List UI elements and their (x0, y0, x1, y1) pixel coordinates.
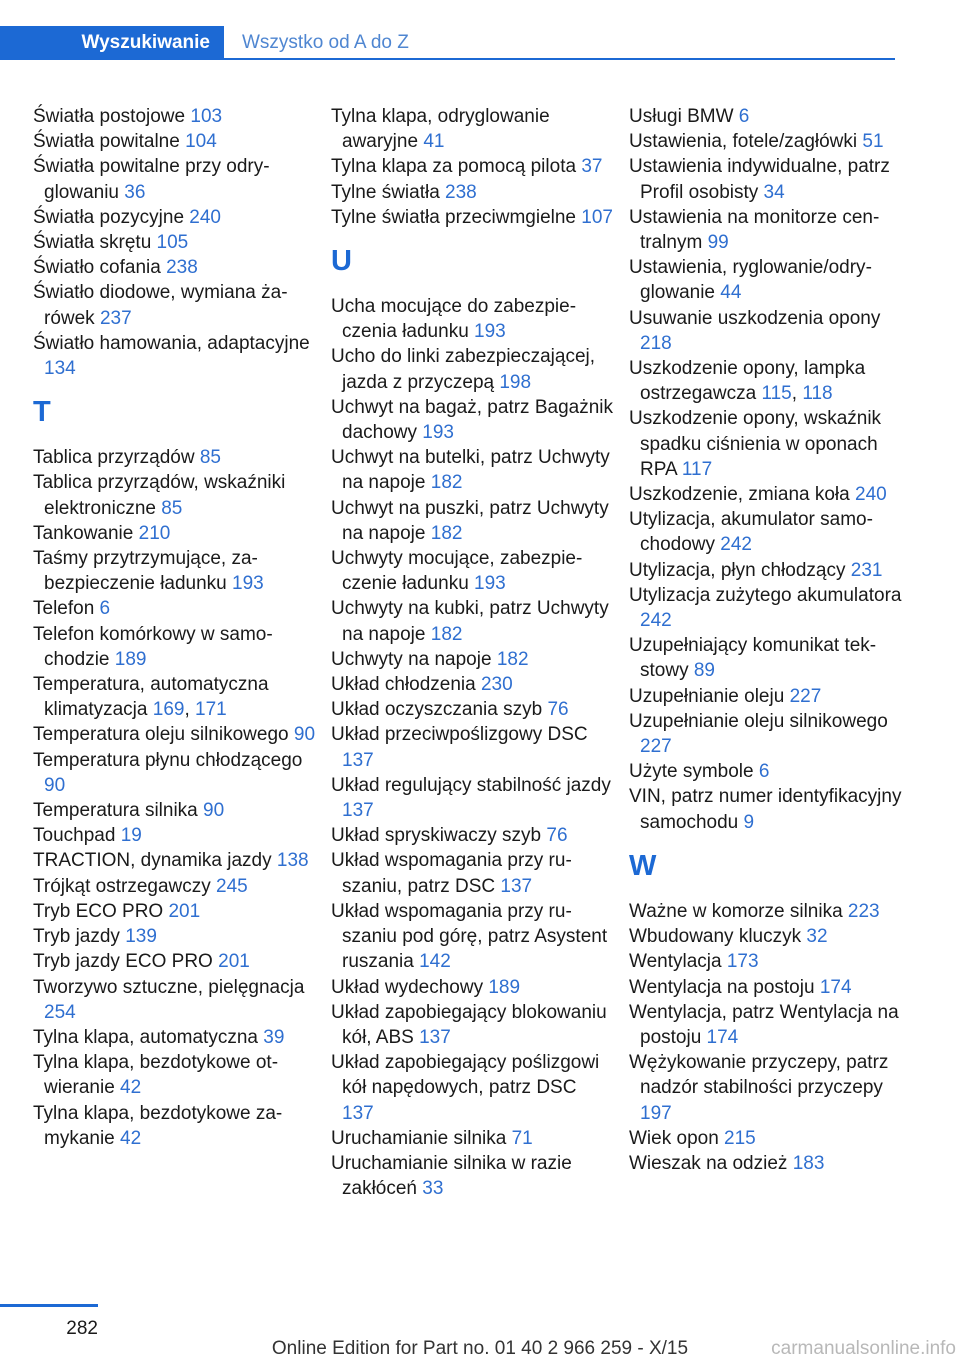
page-link[interactable]: 138 (276, 850, 309, 872)
index-term: Uchwyt na bagaż, patrz Bagażnik dachowy (331, 396, 613, 444)
page-link[interactable]: 254 (44, 1001, 76, 1023)
page-link[interactable]: 238 (166, 257, 198, 279)
index-entry (629, 482, 911, 507)
page-link[interactable]: 115 (761, 383, 792, 405)
index-term: Utylizacja, akumulator samochodowy (629, 509, 873, 556)
index-term: Układ zapobiegający poślizgowi kół napędowych, patrz DSC (331, 1052, 600, 1099)
page-link[interactable]: 36 (124, 181, 146, 203)
index-term: Uszkodzenie opony, lampka ostrzegawcza (629, 358, 866, 405)
index-entry (629, 633, 911, 683)
index-entry (629, 129, 911, 154)
index-entry (331, 1126, 613, 1151)
index-entry (33, 129, 315, 154)
index-entry (331, 154, 613, 179)
index-term: Uchwyty na kubki, patrz Uchwyty na napoje (331, 598, 609, 645)
index-term: Światło cofania (33, 257, 167, 279)
index-entry (629, 709, 911, 759)
index-term: Układ chłodzenia (331, 674, 481, 696)
index-term: Ustawienia, ryglowanie/odryglowanie (629, 257, 872, 304)
page-link[interactable]: 182 (430, 623, 463, 645)
section-letter: U (331, 245, 352, 278)
index-term: Układ przeciwpoślizgowy DSC (331, 724, 588, 746)
index-term: Ucho do linki zabezpieczającej, jazda z przyczepą (331, 346, 596, 393)
index-term: Touchpad (33, 825, 121, 847)
index-term: Uchwyt na puszki, patrz Uchwyty na napoje (331, 497, 609, 544)
index-term: Światła pozycyjne (33, 206, 190, 228)
page-link[interactable]: 85 (199, 447, 221, 469)
page-link[interactable]: 105 (156, 232, 189, 254)
index-term: Tablica przyrządów (33, 447, 200, 469)
index-entry (629, 356, 911, 406)
index-term: Tworzywo sztuczne, pielęgnacja (33, 976, 305, 998)
index-term: Tylna klapa za pomocą pilota (331, 156, 582, 178)
index-entry (33, 949, 315, 974)
index-term: Układ regulujący stabilność jazdy (331, 774, 611, 796)
index-term: Tryb ECO PRO (33, 900, 169, 922)
index-entry (331, 1050, 613, 1126)
index-entry (331, 697, 613, 722)
page-link[interactable]: 173 (726, 951, 759, 973)
page-link[interactable]: 107 (581, 206, 613, 228)
page-link[interactable]: 134 (44, 358, 76, 380)
index-term: Temperatura silnika (33, 800, 204, 822)
index-entry (331, 496, 613, 546)
index-entry (331, 344, 613, 394)
index-term: Tankowanie (33, 522, 139, 544)
page-link[interactable]: 193 (474, 321, 506, 343)
page-link[interactable]: 174 (819, 976, 852, 998)
index-term: Światło hamowania, adaptacyjne (33, 332, 310, 354)
index-term: Temperatura, automatyczna klimatyzacja (33, 674, 269, 721)
index-term: Uzupełnianie oleju silnikowego (629, 710, 888, 732)
index-term: Tylne światła przeciwmgielne (331, 206, 582, 228)
index-term: Wentylacja na postoju (629, 976, 820, 998)
header-bar (0, 26, 895, 60)
index-entry (33, 848, 315, 873)
index-term: Uszkodzenie opony, wskaźnik spadku ciśnienia w oponach RPA (629, 408, 882, 480)
page-link[interactable]: 90 (293, 724, 316, 746)
index-entry (33, 331, 315, 381)
index-term: Światła postojowe (33, 106, 191, 127)
page-link[interactable]: 182 (430, 472, 463, 494)
index-entry (629, 1126, 911, 1151)
index-entry (331, 180, 613, 205)
index-term: Uchwyty mocujące, zabezpieczenie ładunku (331, 548, 583, 595)
page-link[interactable]: 32 (806, 926, 828, 948)
index-entry (331, 205, 613, 230)
index-term: Temperatura oleju silnikowego (33, 724, 294, 746)
index-entry (33, 798, 315, 823)
index-entry (331, 445, 613, 495)
index-column-1 (33, 104, 315, 1151)
index-term: Trójkąt ostrzegawczy (33, 875, 217, 897)
page-link[interactable]: 183 (792, 1152, 825, 1174)
index-term: Utylizacja zużytego akumulatora (629, 584, 902, 606)
index-term: Tylna klapa, automatyczna (33, 1026, 264, 1048)
index-entry (629, 1151, 911, 1176)
index-term: Uruchamianie silnika (331, 1127, 512, 1149)
section-letter: T (33, 396, 51, 429)
index-entry (331, 647, 613, 672)
index-term: Uszkodzenie, zmiana koła (629, 484, 855, 506)
page-link[interactable]: 99 (707, 232, 729, 254)
index-entry (331, 848, 613, 898)
index-entry (33, 1101, 315, 1151)
page-link[interactable]: 227 (789, 685, 822, 707)
index-entry (331, 722, 613, 772)
index-entry (33, 748, 315, 798)
page-link[interactable]: 242 (640, 610, 672, 632)
page-link[interactable]: 42 (120, 1127, 142, 1149)
page-link[interactable]: 34 (763, 181, 785, 203)
index-entry (629, 255, 911, 305)
index-term: Tylna klapa, bezdotykowe otwieranie (33, 1052, 279, 1099)
index-entry (33, 899, 315, 924)
page-link[interactable]: 37 (581, 156, 603, 178)
index-term: Wiek opon (629, 1127, 725, 1149)
index-entry (33, 874, 315, 899)
index-entry (629, 205, 911, 255)
page-link[interactable]: 76 (546, 825, 568, 847)
index-entry (331, 546, 613, 596)
page-link[interactable]: 137 (342, 800, 374, 822)
page-link[interactable]: 238 (445, 181, 477, 203)
index-term: Wbudowany kluczyk (629, 926, 807, 948)
index-entry (33, 230, 315, 255)
index-term: Tylne światła (331, 181, 446, 203)
index-term: Uzupełniający komunikat tekstowy (629, 635, 877, 682)
index-entry (331, 672, 613, 697)
index-entry (629, 684, 911, 709)
page-link[interactable]: 223 (847, 900, 880, 922)
index-term: Telefon komórkowy w samochodzie (33, 623, 273, 670)
page-link[interactable]: 189 (114, 648, 147, 670)
index-entry (629, 899, 911, 924)
index-entry (629, 306, 911, 356)
index-term: Tablica przyrządów, wskaźniki elektroniczne (33, 472, 286, 519)
page-link[interactable]: 76 (547, 699, 569, 721)
index-term: Ustawienia na monitorze centralnym (629, 206, 880, 254)
page-link[interactable]: 174 (706, 1026, 739, 1048)
index-entry (33, 521, 315, 546)
tab-search[interactable]: Wyszukiwanie (0, 26, 224, 60)
index-entry (331, 975, 613, 1000)
page-link[interactable]: 139 (125, 926, 157, 948)
index-term: Układ wydechowy (331, 976, 489, 998)
index-entry (331, 395, 613, 445)
index-term: Wieszak na odzież (629, 1152, 793, 1174)
page-link[interactable]: 6 (758, 761, 770, 783)
index-entry (33, 445, 315, 470)
index-term: Użyte symbole (629, 761, 759, 783)
index-entry (629, 1000, 911, 1050)
index-entry (33, 596, 315, 621)
index-entry (629, 949, 911, 974)
page-link[interactable]: 90 (203, 800, 225, 822)
page-link[interactable]: 193 (232, 573, 264, 595)
page-link[interactable]: 42 (120, 1077, 142, 1099)
index-entry (629, 784, 911, 834)
index-term: Układ zapobiegający blokowaniu kół, ABS (331, 1001, 607, 1048)
page-separator: , (791, 383, 803, 405)
page-link[interactable]: 103 (190, 106, 223, 127)
index-term: Tylna klapa, bezdotykowe zamykanie (33, 1102, 283, 1149)
page-link[interactable]: 230 (480, 674, 513, 696)
page-link[interactable]: 104 (185, 131, 217, 153)
index-entry (33, 546, 315, 596)
index-entry (33, 672, 315, 722)
page-link[interactable]: 245 (216, 875, 248, 897)
index-term: Tryb jazdy ECO PRO (33, 951, 219, 973)
page-link[interactable]: 9 (743, 811, 755, 833)
page-link[interactable]: 182 (496, 648, 529, 670)
index-entry (629, 583, 911, 633)
index-term: Światło diodowe, wymiana żarówek (33, 282, 288, 329)
section-letter: W (629, 849, 657, 882)
index-entry (33, 104, 315, 129)
index-term: Układ wspomagania przy ruszaniu, patrz DSC (331, 850, 572, 897)
index-term: Układ spryskiwaczy szyb (331, 825, 547, 847)
page-separator: , (184, 699, 196, 721)
page-link[interactable]: 169 (152, 699, 185, 721)
index-term: Uchwyt na butelki, patrz Uchwyty na napoje (331, 447, 610, 494)
page-link[interactable]: 201 (168, 900, 201, 922)
page-link[interactable]: 6 (738, 106, 750, 127)
page-link[interactable]: 210 (138, 522, 171, 544)
page-link[interactable]: 218 (640, 332, 672, 354)
page-link[interactable]: 240 (189, 206, 221, 228)
index-entry (33, 924, 315, 949)
index-term: Wentylacja, patrz Wentylacja na postoju (629, 1001, 899, 1048)
page-link[interactable]: 90 (44, 774, 66, 796)
index-entry (629, 154, 911, 204)
index-entry (331, 899, 613, 975)
page-link[interactable]: 118 (802, 383, 833, 405)
index-term: Usługi BMW (629, 106, 739, 127)
page-link[interactable]: 198 (499, 371, 532, 393)
page-link[interactable]: 44 (720, 282, 742, 304)
page-link[interactable]: 137 (342, 1102, 374, 1124)
index-term: Ważne w komorze silnika (629, 900, 848, 922)
index-term: Uruchamianie silnika w razie zakłóceń (331, 1152, 572, 1200)
page-link[interactable]: 237 (99, 307, 132, 329)
index-term: Światła skrętu (33, 232, 157, 254)
index-entry (331, 773, 613, 823)
index-entry (629, 507, 911, 557)
index-term: Układ oczyszczania szyb (331, 699, 548, 721)
page-link[interactable]: 51 (862, 131, 884, 153)
page-number-bar (0, 1304, 98, 1307)
index-column-3 (629, 104, 911, 1176)
index-column-2 (331, 104, 613, 1201)
index-term: Ustawienia, fotele/​zagłówki (629, 131, 863, 153)
page-link[interactable]: 215 (724, 1127, 756, 1149)
page-link[interactable]: 39 (263, 1026, 285, 1048)
index-term: Utylizacja, płyn chłodzący (629, 559, 851, 581)
index-term: Układ wspomagania przy ruszaniu pod górę, patrz Asystent ruszania (331, 900, 608, 973)
page-number: 282 (66, 1318, 98, 1339)
index-entry (629, 406, 911, 482)
index-entry (33, 622, 315, 672)
index-term: Uchwyty na napoje (331, 648, 497, 670)
index-term: Tylna klapa, odryglowanie awaryjne (331, 106, 550, 153)
index-entry (33, 1025, 315, 1050)
page-link[interactable]: 231 (850, 559, 883, 581)
page-link[interactable]: 201 (218, 951, 250, 973)
edition-footer: Online Edition for Part no. 01 40 2 966 259 - X/15 (271, 1338, 689, 1359)
index-term: TRACTION, dynamika jazdy (33, 850, 277, 872)
page-link[interactable]: 137 (342, 749, 374, 771)
page-link[interactable]: 242 (720, 534, 752, 556)
index-entry (33, 823, 315, 848)
index-term: Uzupełnianie oleju (629, 685, 790, 707)
index-entry (629, 104, 911, 129)
index-entry (33, 205, 315, 230)
page-link[interactable]: 189 (488, 976, 521, 998)
index-term: Wentylacja (629, 951, 727, 973)
page-link[interactable]: 137 (500, 875, 533, 897)
page-link[interactable]: 240 (855, 484, 887, 506)
index-entry (331, 596, 613, 646)
page-link[interactable]: 6 (99, 598, 111, 620)
index-entry (629, 558, 911, 583)
page-link[interactable]: 137 (419, 1026, 451, 1048)
page-link[interactable]: 117 (681, 458, 713, 480)
index-entry (33, 722, 315, 747)
index-entry (33, 154, 315, 204)
page-link[interactable]: 182 (430, 522, 463, 544)
index-entry (331, 1151, 613, 1201)
page-link[interactable]: 193 (422, 422, 454, 444)
index-term: Wężykowanie przyczepy, patrz nadzór stabilności przyczepy (629, 1052, 889, 1099)
index-term: Telefon (33, 598, 100, 620)
tab-a-to-z[interactable]: Wszystko od A do Z (242, 32, 409, 53)
index-entry (331, 294, 613, 344)
index-entry (629, 1050, 911, 1126)
index-entry (33, 1050, 315, 1100)
watermark: carmanualsonline.info (771, 1338, 956, 1359)
index-entry (33, 255, 315, 280)
page-link[interactable]: 227 (640, 736, 672, 758)
index-term: Ustawienia indywidualne, patrz Profil osobisty (629, 156, 890, 203)
index-term: Światła powitalne (33, 131, 186, 153)
index-term: VIN, patrz numer identyfikacyjny samochodu (629, 786, 902, 833)
index-term: Usuwanie uszkodzenia opony (629, 307, 881, 329)
page-link[interactable]: 41 (423, 131, 445, 153)
index-term: Taśmy przytrzymujące, zabezpieczenie ładunku (33, 548, 258, 595)
index-term: Światła powitalne przy odryglowaniu (33, 156, 270, 203)
page-link[interactable]: 197 (640, 1102, 672, 1124)
index-entry (33, 470, 315, 520)
index-entry (331, 823, 613, 848)
page-link[interactable]: 71 (511, 1127, 533, 1149)
index-term: Temperatura płynu chłodzącego (33, 749, 303, 771)
index-entry (33, 975, 315, 1025)
page-link[interactable]: 19 (120, 825, 142, 847)
index-entry (331, 1000, 613, 1050)
page-link[interactable]: 89 (693, 660, 715, 682)
page-link[interactable]: 142 (419, 951, 451, 973)
index-entry (331, 104, 613, 154)
index-entry (629, 975, 911, 1000)
index-term: Tryb jazdy (33, 926, 126, 948)
page-link[interactable]: 85 (161, 497, 183, 519)
page-link[interactable]: 171 (195, 699, 227, 721)
page-link[interactable]: 193 (474, 573, 506, 595)
index-entry (33, 280, 315, 330)
index-term: Ucha mocujące do zabezpieczenia ładunku (331, 296, 577, 343)
index-entry (629, 924, 911, 949)
index-entry (629, 759, 911, 784)
page-link[interactable]: 33 (422, 1178, 444, 1200)
